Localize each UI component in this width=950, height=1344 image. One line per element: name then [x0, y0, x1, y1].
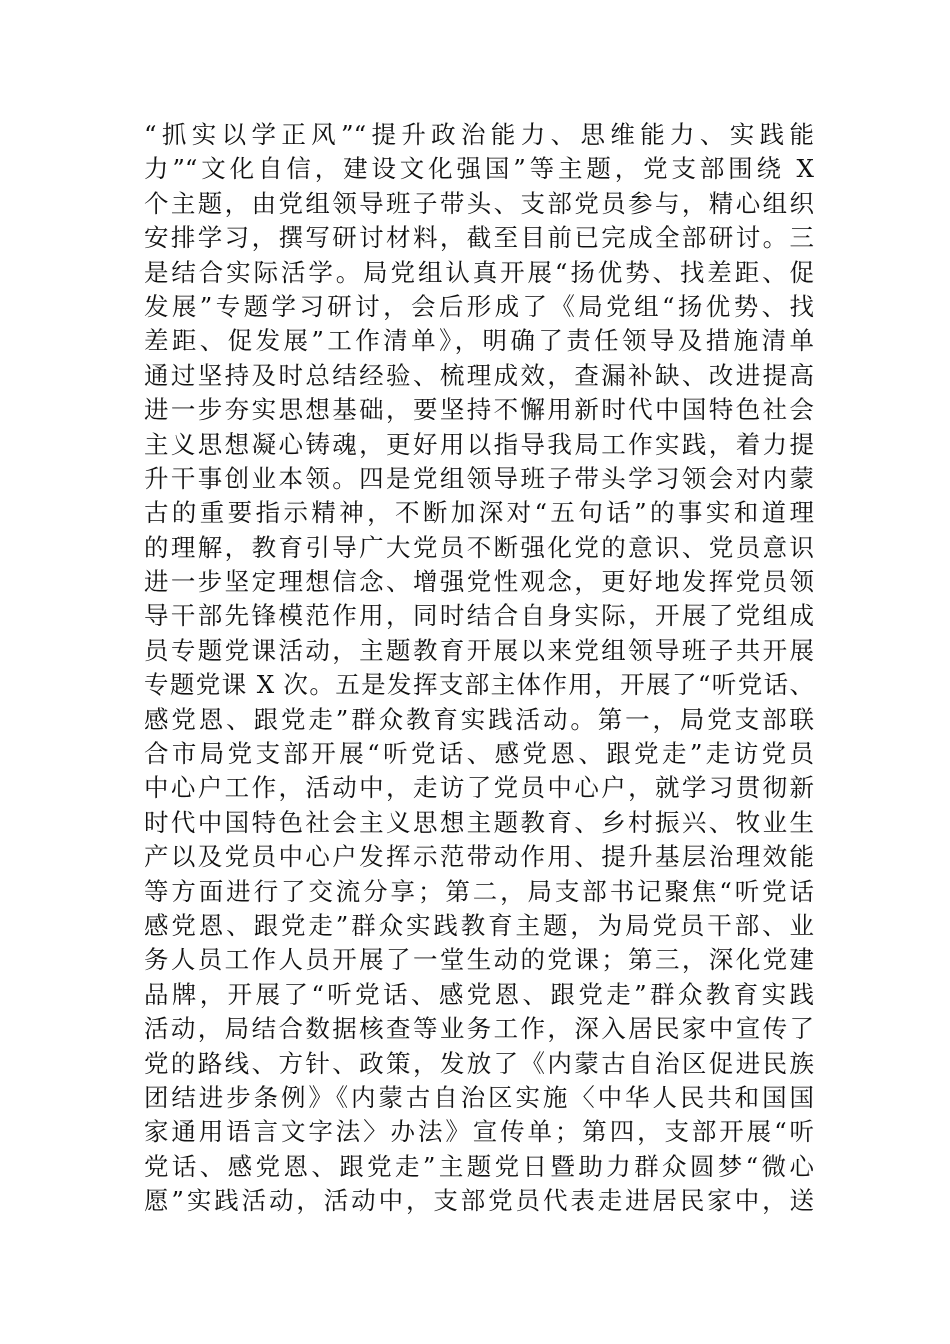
text-line: 感党恩、跟党走”群众教育实践活动。第一，局党支部联 [144, 704, 814, 734]
text-line: 进一步夯实思想基础，要坚持不懈用新时代中国特色社会 [144, 395, 814, 425]
text-line: 时代中国特色社会主义思想主题教育、乡村振兴、牧业生 [144, 807, 814, 837]
text-line: 主义思想凝心铸魂，更好用以指导我局工作实践，着力提 [144, 429, 814, 459]
text-line: 活动，局结合数据核查等业务工作，深入居民家中宣传了 [144, 1014, 814, 1044]
text-line: 古的重要指示精神，不断加深对“五句话”的事实和道理 [144, 498, 814, 528]
text-line: 产以及党员中心户发挥示范带动作用、提升基层治理效能 [144, 842, 814, 872]
text-line: 家通用语言文字法〉办法》宣传单；第四，支部开展“听 [144, 1117, 814, 1147]
text-line: 党话、感党恩、跟党走”主题党日暨助力群众圆梦“微心 [144, 1151, 814, 1181]
text-line: 差距、促发展”工作清单》，明确了责任领导及措施清单 [144, 326, 814, 356]
text-line: 品牌，开展了“听党话、感党恩、跟党走”群众教育实践 [144, 979, 814, 1009]
text-line: “抓实以学正风”“提升政治能力、思维能力、实践能 [144, 120, 814, 149]
text-line: 党的路线、方针、政策，发放了《内蒙古自治区促进民族 [144, 1048, 814, 1078]
text-line: 中心户工作，活动中，走访了党员中心户，就学习贯彻新 [144, 773, 814, 803]
text-line: 个主题，由党组领导班子带头、支部党员参与，精心组织 [144, 188, 814, 218]
text-line: 是结合实际活学。局党组认真开展“扬优势、找差距、促 [144, 257, 814, 287]
text-line: 合市局党支部开展“听党话、感党恩、跟党走”走访党员 [144, 739, 814, 769]
text-line: 感党恩、跟党走”群众实践教育主题，为局党员干部、业 [144, 910, 814, 940]
text-line: 安排学习，撰写研讨材料，截至目前已完成全部研讨。三 [144, 223, 814, 253]
text-line: 团结进步条例》《内蒙古自治区实施〈中华人民共和国国 [144, 1082, 814, 1112]
text-line: 通过坚持及时总结经验、梳理成效，查漏补缺、改进提高 [144, 360, 814, 390]
text-line: 力”“文化自信，建设文化强国”等主题，党支部围绕 X [144, 154, 814, 184]
text-line: 专题党课 X 次。五是发挥支部主体作用，开展了“听党话、 [144, 670, 814, 700]
text-line: 等方面进行了交流分享；第二，局支部书记聚焦“听党话 [144, 876, 814, 906]
text-line: 升干事创业本领。四是党组领导班子带头学习领会对内蒙 [144, 463, 814, 493]
text-line: 务人员工作人员开展了一堂生动的党课；第三，深化党建 [144, 945, 814, 975]
body-paragraph [144, 118, 814, 1219]
text-line: 员专题党课活动，主题教育开展以来党组领导班子共开展 [144, 635, 814, 665]
text-line: 愿”实践活动，活动中，支部党员代表走进居民家中，送 [144, 1186, 814, 1216]
text-line: 导干部先锋模范作用，同时结合自身实际，开展了党组成 [144, 601, 814, 631]
text-line: 发展”专题学习研讨，会后形成了《局党组“扬优势、找 [144, 291, 814, 321]
text-line: 的理解，教育引导广大党员不断强化党的意识、党员意识 [144, 532, 814, 562]
text-line: 进一步坚定理想信念、增强党性观念，更好地发挥党员领 [144, 567, 814, 597]
